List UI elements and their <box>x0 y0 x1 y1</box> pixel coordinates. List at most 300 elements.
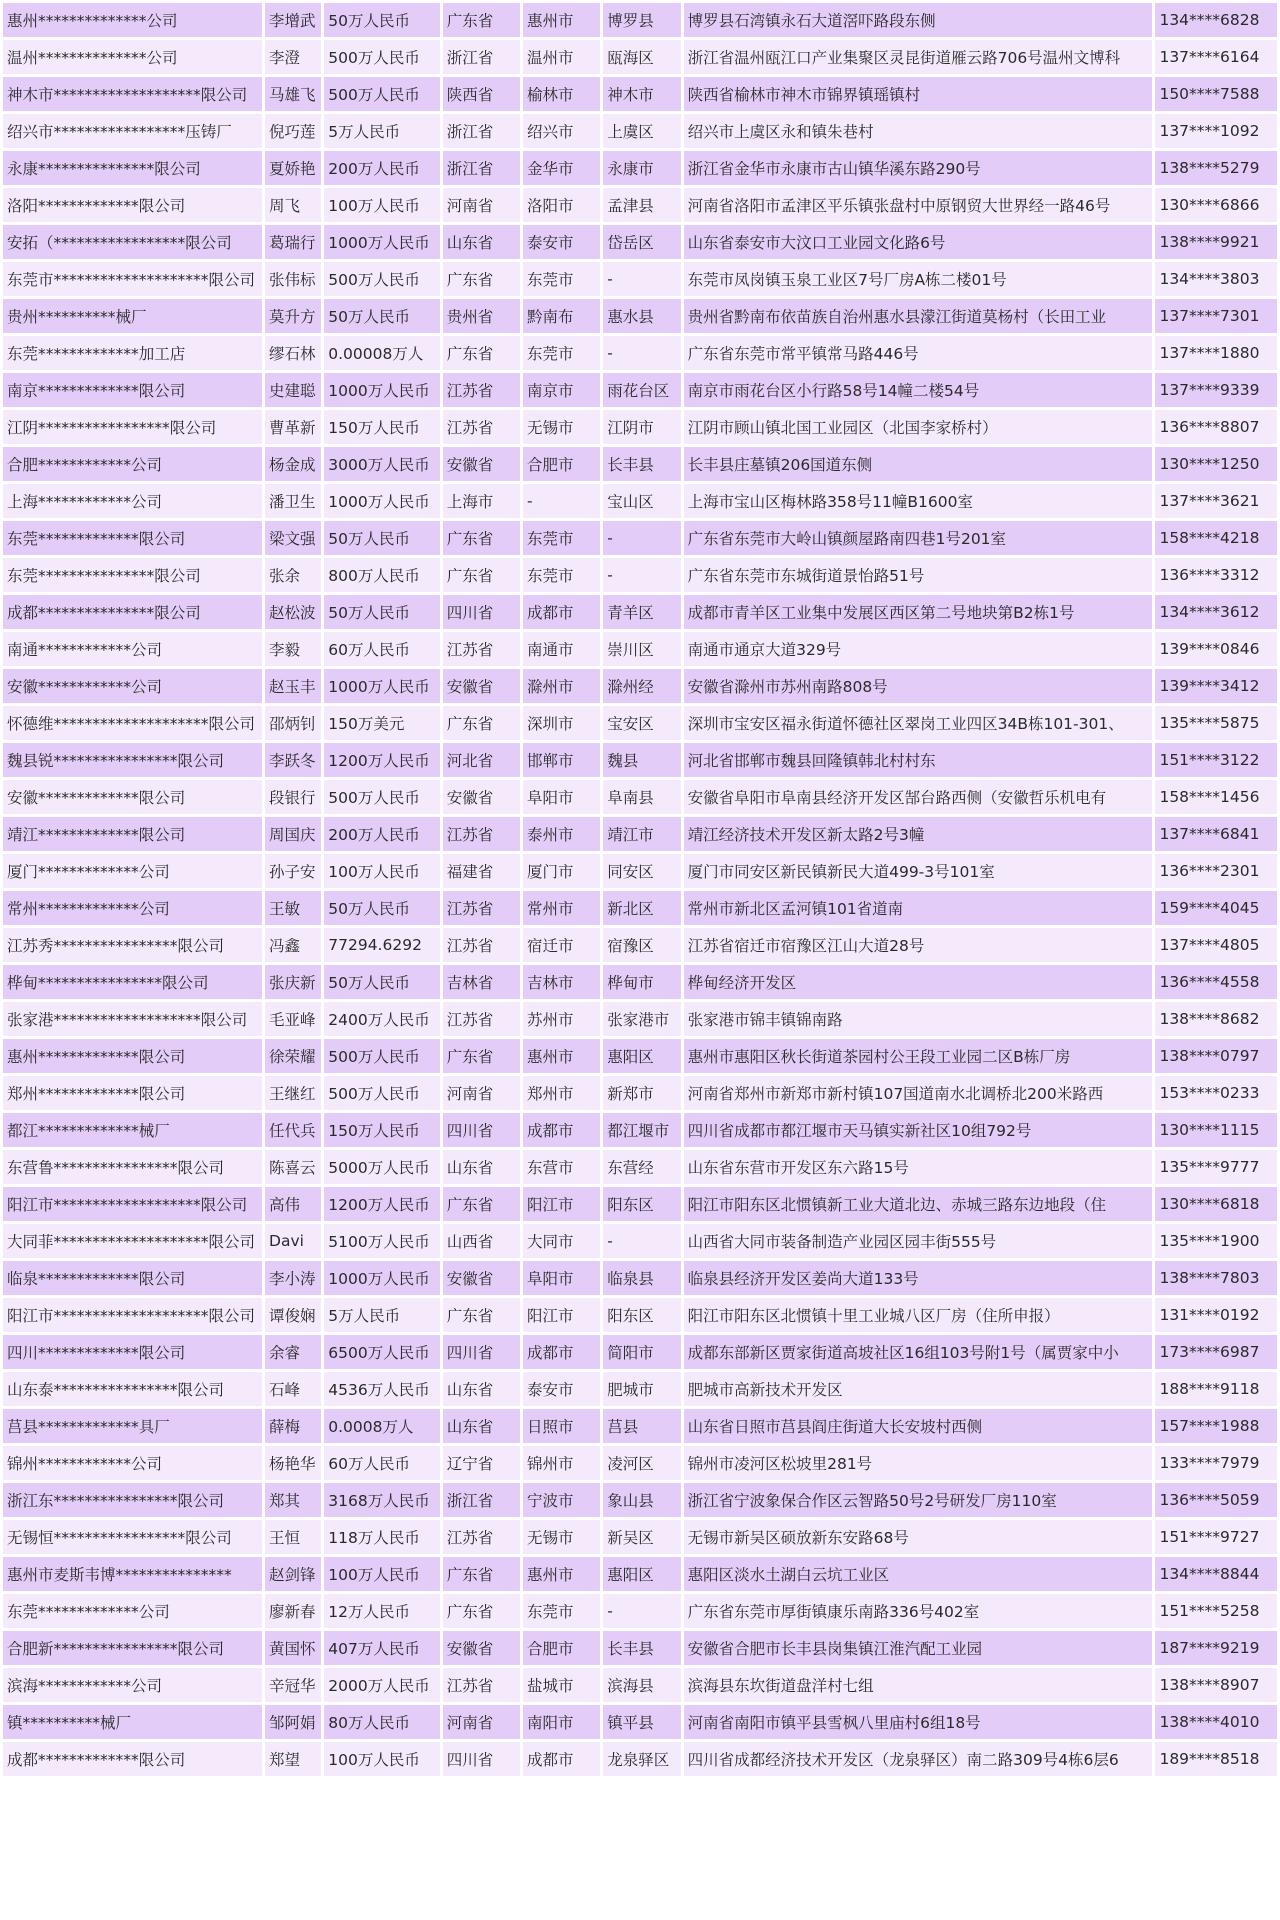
district-cell: 东营经 <box>603 1150 680 1184</box>
table-row <box>3 1446 1277 1480</box>
table-row <box>3 299 1277 333</box>
city-cell: 东莞市 <box>523 262 600 296</box>
address-cell: 浙江省宁波象保合作区云智路50号2号研发厂房110室 <box>684 1483 1153 1517</box>
contact-name-cell: 王继红 <box>265 1076 321 1110</box>
phone-cell: 135****9777 <box>1155 1150 1277 1184</box>
registered-capital-cell: 12万人民币 <box>324 1594 439 1628</box>
phone-cell: 138****9921 <box>1155 225 1277 259</box>
district-cell: 滨海县 <box>603 1668 680 1702</box>
address-cell: 长丰县庄墓镇206国道东侧 <box>684 447 1153 481</box>
company-name-cell: 东莞*************公司 <box>3 1594 262 1628</box>
company-name-cell: 永康***************限公司 <box>3 151 262 185</box>
table-row <box>3 1520 1277 1554</box>
city-cell: 温州市 <box>523 40 600 74</box>
registered-capital-cell: 50万人民币 <box>324 521 439 555</box>
contact-name-cell: 杨金成 <box>265 447 321 481</box>
company-name-cell: 温州**************公司 <box>3 40 262 74</box>
table-row <box>3 965 1277 999</box>
table-row <box>3 1742 1277 1776</box>
contact-name-cell: 薛梅 <box>265 1409 321 1443</box>
registered-capital-cell: 150万人民币 <box>324 410 439 444</box>
city-cell: 成都市 <box>523 1742 600 1776</box>
address-cell: 广东省东莞市常平镇常马路446号 <box>684 336 1153 370</box>
contact-name-cell: 李增武 <box>265 3 321 37</box>
district-cell: 上虞区 <box>603 114 680 148</box>
province-cell: 江苏省 <box>443 1668 520 1702</box>
phone-cell: 159****4045 <box>1155 891 1277 925</box>
contact-name-cell: 周飞 <box>265 188 321 222</box>
district-cell: 博罗县 <box>603 3 680 37</box>
company-name-cell: 南京*************限公司 <box>3 373 262 407</box>
city-cell: 南通市 <box>523 632 600 666</box>
registered-capital-cell: 50万人民币 <box>324 965 439 999</box>
contact-name-cell: 李毅 <box>265 632 321 666</box>
company-name-cell: 莒县*************具厂 <box>3 1409 262 1443</box>
phone-cell: 130****6866 <box>1155 188 1277 222</box>
address-cell: 浙江省金华市永康市古山镇华溪东路290号 <box>684 151 1153 185</box>
address-cell: 河南省郑州市新郑市新村镇107国道南水北调桥北200米路西 <box>684 1076 1153 1110</box>
province-cell: 浙江省 <box>443 114 520 148</box>
province-cell: 四川省 <box>443 595 520 629</box>
company-name-cell: 合肥************公司 <box>3 447 262 481</box>
phone-cell: 136****3312 <box>1155 558 1277 592</box>
table-row <box>3 114 1277 148</box>
address-cell: 江阴市顾山镇北国工业园区（北国李家桥村） <box>684 410 1153 444</box>
district-cell: 新北区 <box>603 891 680 925</box>
contact-name-cell: Davi <box>265 1224 321 1258</box>
district-cell: 龙泉驿区 <box>603 1742 680 1776</box>
district-cell: - <box>603 521 680 555</box>
phone-cell: 135****1900 <box>1155 1224 1277 1258</box>
company-name-cell: 绍兴市*****************压铸厂 <box>3 114 262 148</box>
province-cell: 安徽省 <box>443 447 520 481</box>
phone-cell: 138****8907 <box>1155 1668 1277 1702</box>
city-cell: 盐城市 <box>523 1668 600 1702</box>
district-cell: 崇川区 <box>603 632 680 666</box>
province-cell: 广东省 <box>443 262 520 296</box>
registered-capital-cell: 100万人民币 <box>324 1742 439 1776</box>
district-cell: 都江堰市 <box>603 1113 680 1147</box>
company-name-cell: 都江*************械厂 <box>3 1113 262 1147</box>
phone-cell: 136****2301 <box>1155 854 1277 888</box>
company-name-cell: 阳江市*******************限公司 <box>3 1187 262 1221</box>
contact-name-cell: 杨艳华 <box>265 1446 321 1480</box>
company-name-cell: 安徽************公司 <box>3 669 262 703</box>
address-cell: 陕西省榆林市神木市锦界镇瑶镇村 <box>684 77 1153 111</box>
district-cell: 凌河区 <box>603 1446 680 1480</box>
address-cell: 上海市宝山区梅林路358号11幢B1600室 <box>684 484 1153 518</box>
city-cell: 郑州市 <box>523 1076 600 1110</box>
phone-cell: 139****3412 <box>1155 669 1277 703</box>
contact-name-cell: 辛冠华 <box>265 1668 321 1702</box>
district-cell: 阜南县 <box>603 780 680 814</box>
phone-cell: 134****3612 <box>1155 595 1277 629</box>
phone-cell: 137****4805 <box>1155 928 1277 962</box>
province-cell: 江苏省 <box>443 373 520 407</box>
company-name-cell: 怀德维********************限公司 <box>3 706 262 740</box>
contact-name-cell: 孙子安 <box>265 854 321 888</box>
district-cell: 肥城市 <box>603 1372 680 1406</box>
city-cell: 阳江市 <box>523 1298 600 1332</box>
district-cell: 新郑市 <box>603 1076 680 1110</box>
phone-cell: 189****8518 <box>1155 1742 1277 1776</box>
registered-capital-cell: 5100万人民币 <box>324 1224 439 1258</box>
phone-cell: 151****9727 <box>1155 1520 1277 1554</box>
registered-capital-cell: 100万人民币 <box>324 188 439 222</box>
table-row <box>3 1705 1277 1739</box>
city-cell: - <box>523 484 600 518</box>
district-cell: - <box>603 1224 680 1258</box>
district-cell: 象山县 <box>603 1483 680 1517</box>
address-cell: 锦州市凌河区松坡里281号 <box>684 1446 1153 1480</box>
registered-capital-cell: 4536万人民币 <box>324 1372 439 1406</box>
company-name-cell: 安徽*************限公司 <box>3 780 262 814</box>
district-cell: 永康市 <box>603 151 680 185</box>
address-cell: 深圳市宝安区福永街道怀德社区翠岗工业四区34B栋101-301、 <box>684 706 1153 740</box>
contact-name-cell: 廖新春 <box>265 1594 321 1628</box>
district-cell: 滁州经 <box>603 669 680 703</box>
province-cell: 福建省 <box>443 854 520 888</box>
city-cell: 东莞市 <box>523 521 600 555</box>
district-cell: 神木市 <box>603 77 680 111</box>
phone-cell: 137****9339 <box>1155 373 1277 407</box>
table-row <box>3 928 1277 962</box>
province-cell: 山东省 <box>443 1150 520 1184</box>
registered-capital-cell: 118万人民币 <box>324 1520 439 1554</box>
district-cell: 江阴市 <box>603 410 680 444</box>
table-row <box>3 484 1277 518</box>
table-row <box>3 1261 1277 1295</box>
registered-capital-cell: 407万人民币 <box>324 1631 439 1665</box>
address-cell: 惠州市惠阳区秋长街道茶园村公王段工业园二区B栋厂房 <box>684 1039 1153 1073</box>
table-row <box>3 1335 1277 1369</box>
company-name-cell: 靖江*************限公司 <box>3 817 262 851</box>
registered-capital-cell: 50万人民币 <box>324 3 439 37</box>
address-cell: 安徽省滁州市苏州南路808号 <box>684 669 1153 703</box>
registered-capital-cell: 200万人民币 <box>324 817 439 851</box>
city-cell: 惠州市 <box>523 1557 600 1591</box>
province-cell: 广东省 <box>443 1187 520 1221</box>
contact-name-cell: 郑望 <box>265 1742 321 1776</box>
phone-cell: 157****1988 <box>1155 1409 1277 1443</box>
province-cell: 安徽省 <box>443 1261 520 1295</box>
city-cell: 成都市 <box>523 1113 600 1147</box>
contact-name-cell: 李小涛 <box>265 1261 321 1295</box>
district-cell: - <box>603 1594 680 1628</box>
phone-cell: 137****7301 <box>1155 299 1277 333</box>
city-cell: 成都市 <box>523 1335 600 1369</box>
phone-cell: 158****4218 <box>1155 521 1277 555</box>
table-row <box>3 817 1277 851</box>
contact-name-cell: 余睿 <box>265 1335 321 1369</box>
contact-name-cell: 陈喜云 <box>265 1150 321 1184</box>
phone-cell: 138****8682 <box>1155 1002 1277 1036</box>
district-cell: 宝安区 <box>603 706 680 740</box>
district-cell: 青羊区 <box>603 595 680 629</box>
table-row <box>3 3 1277 37</box>
table-row <box>3 1187 1277 1221</box>
registered-capital-cell: 500万人民币 <box>324 40 439 74</box>
table-row <box>3 447 1277 481</box>
company-name-cell: 魏县锐****************限公司 <box>3 743 262 777</box>
address-cell: 惠阳区淡水土湖白云坑工业区 <box>684 1557 1153 1591</box>
contact-name-cell: 潘卫生 <box>265 484 321 518</box>
table-row <box>3 1372 1277 1406</box>
city-cell: 阜阳市 <box>523 780 600 814</box>
province-cell: 河南省 <box>443 188 520 222</box>
city-cell: 泰安市 <box>523 1372 600 1406</box>
contact-name-cell: 郑其 <box>265 1483 321 1517</box>
registered-capital-cell: 500万人民币 <box>324 262 439 296</box>
phone-cell: 153****0233 <box>1155 1076 1277 1110</box>
city-cell: 泰安市 <box>523 225 600 259</box>
district-cell: 长丰县 <box>603 447 680 481</box>
contact-name-cell: 张庆新 <box>265 965 321 999</box>
address-cell: 绍兴市上虞区永和镇朱巷村 <box>684 114 1153 148</box>
table-row <box>3 77 1277 111</box>
address-cell: 江苏省宿迁市宿豫区江山大道28号 <box>684 928 1153 962</box>
city-cell: 东莞市 <box>523 1594 600 1628</box>
contact-name-cell: 段银行 <box>265 780 321 814</box>
company-name-cell: 大同菲********************限公司 <box>3 1224 262 1258</box>
contact-name-cell: 夏娇艳 <box>265 151 321 185</box>
province-cell: 江苏省 <box>443 817 520 851</box>
address-cell: 常州市新北区孟河镇101省道南 <box>684 891 1153 925</box>
province-cell: 江苏省 <box>443 891 520 925</box>
phone-cell: 136****5059 <box>1155 1483 1277 1517</box>
company-name-cell: 郑州*************限公司 <box>3 1076 262 1110</box>
contact-name-cell: 赵剑锋 <box>265 1557 321 1591</box>
registered-capital-cell: 1000万人民币 <box>324 669 439 703</box>
company-name-cell: 东莞*************限公司 <box>3 521 262 555</box>
phone-cell: 134****8844 <box>1155 1557 1277 1591</box>
company-name-cell: 东营鲁****************限公司 <box>3 1150 262 1184</box>
address-cell: 滨海县东坎街道盘洋村七组 <box>684 1668 1153 1702</box>
table-row <box>3 188 1277 222</box>
registered-capital-cell: 500万人民币 <box>324 1076 439 1110</box>
city-cell: 榆林市 <box>523 77 600 111</box>
city-cell: 合肥市 <box>523 447 600 481</box>
phone-cell: 134****6828 <box>1155 3 1277 37</box>
city-cell: 合肥市 <box>523 1631 600 1665</box>
contact-name-cell: 徐荣耀 <box>265 1039 321 1073</box>
address-cell: 临泉县经济开发区姜尚大道133号 <box>684 1261 1153 1295</box>
address-cell: 厦门市同安区新民镇新民大道499-3号101室 <box>684 854 1153 888</box>
district-cell: - <box>603 336 680 370</box>
phone-cell: 138****7803 <box>1155 1261 1277 1295</box>
company-name-cell: 惠州**************公司 <box>3 3 262 37</box>
table-row <box>3 1076 1277 1110</box>
registered-capital-cell: 50万人民币 <box>324 595 439 629</box>
province-cell: 河北省 <box>443 743 520 777</box>
city-cell: 深圳市 <box>523 706 600 740</box>
district-cell: 岱岳区 <box>603 225 680 259</box>
district-cell: 长丰县 <box>603 1631 680 1665</box>
contact-name-cell: 倪巧莲 <box>265 114 321 148</box>
address-cell: 山东省东营市开发区东六路15号 <box>684 1150 1153 1184</box>
registered-capital-cell: 3000万人民币 <box>324 447 439 481</box>
phone-cell: 135****5875 <box>1155 706 1277 740</box>
company-name-cell: 安拓（*****************限公司 <box>3 225 262 259</box>
registered-capital-cell: 500万人民币 <box>324 1039 439 1073</box>
district-cell: 阳东区 <box>603 1298 680 1332</box>
address-cell: 南通市通京大道329号 <box>684 632 1153 666</box>
company-name-cell: 四川*************限公司 <box>3 1335 262 1369</box>
address-cell: 山东省泰安市大汶口工业园文化路6号 <box>684 225 1153 259</box>
table-row <box>3 410 1277 444</box>
registered-capital-cell: 1000万人民币 <box>324 484 439 518</box>
table-row <box>3 706 1277 740</box>
table-row <box>3 1113 1277 1147</box>
city-cell: 无锡市 <box>523 1520 600 1554</box>
company-name-cell: 成都***************限公司 <box>3 595 262 629</box>
address-cell: 阳江市阳东区北惯镇十里工业城八区厂房（住所申报） <box>684 1298 1153 1332</box>
province-cell: 山东省 <box>443 1409 520 1443</box>
district-cell: 瓯海区 <box>603 40 680 74</box>
province-cell: 山东省 <box>443 225 520 259</box>
registered-capital-cell: 5万人民币 <box>324 1298 439 1332</box>
province-cell: 江苏省 <box>443 1520 520 1554</box>
address-cell: 贵州省黔南布依苗族自治州惠水县濛江街道莫杨村（长田工业 <box>684 299 1153 333</box>
province-cell: 四川省 <box>443 1742 520 1776</box>
contact-name-cell: 冯鑫 <box>265 928 321 962</box>
province-cell: 广东省 <box>443 706 520 740</box>
district-cell: 新吴区 <box>603 1520 680 1554</box>
registered-capital-cell: 800万人民币 <box>324 558 439 592</box>
contact-name-cell: 黄国怀 <box>265 1631 321 1665</box>
company-name-cell: 成都*************限公司 <box>3 1742 262 1776</box>
registered-capital-cell: 0.0008万人 <box>324 1409 439 1443</box>
table-row <box>3 632 1277 666</box>
province-cell: 四川省 <box>443 1113 520 1147</box>
province-cell: 江苏省 <box>443 928 520 962</box>
table-row <box>3 373 1277 407</box>
table-row <box>3 1039 1277 1073</box>
province-cell: 山东省 <box>443 1372 520 1406</box>
contact-name-cell: 缪石林 <box>265 336 321 370</box>
city-cell: 厦门市 <box>523 854 600 888</box>
company-name-cell: 惠州*************限公司 <box>3 1039 262 1073</box>
province-cell: 浙江省 <box>443 151 520 185</box>
company-name-cell: 合肥新****************限公司 <box>3 1631 262 1665</box>
registered-capital-cell: 100万人民币 <box>324 854 439 888</box>
province-cell: 辽宁省 <box>443 1446 520 1480</box>
contact-name-cell: 赵玉丰 <box>265 669 321 703</box>
province-cell: 广东省 <box>443 336 520 370</box>
table-row <box>3 1631 1277 1665</box>
registered-capital-cell: 150万人民币 <box>324 1113 439 1147</box>
contact-name-cell: 任代兵 <box>265 1113 321 1147</box>
phone-cell: 130****6818 <box>1155 1187 1277 1221</box>
contact-name-cell: 葛瑞行 <box>265 225 321 259</box>
city-cell: 阳江市 <box>523 1187 600 1221</box>
table-row <box>3 1409 1277 1443</box>
address-cell: 博罗县石湾镇永石大道滘吓路段东侧 <box>684 3 1153 37</box>
contact-name-cell: 邵炳钊 <box>265 706 321 740</box>
company-name-cell: 常州*************公司 <box>3 891 262 925</box>
phone-cell: 136****8807 <box>1155 410 1277 444</box>
company-name-cell: 滨海************公司 <box>3 1668 262 1702</box>
table-row <box>3 40 1277 74</box>
province-cell: 安徽省 <box>443 1631 520 1665</box>
district-cell: 临泉县 <box>603 1261 680 1295</box>
company-name-cell: 贵州**********械厂 <box>3 299 262 333</box>
table-row <box>3 1150 1277 1184</box>
company-name-cell: 阳江市********************限公司 <box>3 1298 262 1332</box>
address-cell: 浙江省温州瓯江口产业集聚区灵昆街道雁云路706号温州文博科 <box>684 40 1153 74</box>
phone-cell: 130****1115 <box>1155 1113 1277 1147</box>
phone-cell: 150****7588 <box>1155 77 1277 111</box>
district-cell: 孟津县 <box>603 188 680 222</box>
registered-capital-cell: 1000万人民币 <box>324 373 439 407</box>
registered-capital-cell: 5万人民币 <box>324 114 439 148</box>
address-cell: 四川省成都市都江堰市天马镇实新社区10组792号 <box>684 1113 1153 1147</box>
phone-cell: 137****6841 <box>1155 817 1277 851</box>
address-cell: 桦甸经济开发区 <box>684 965 1153 999</box>
contact-name-cell: 谭俊娴 <box>265 1298 321 1332</box>
address-cell: 张家港市锦丰镇锦南路 <box>684 1002 1153 1036</box>
district-cell: 阳东区 <box>603 1187 680 1221</box>
registered-capital-cell: 77294.6292 <box>324 928 439 962</box>
province-cell: 安徽省 <box>443 780 520 814</box>
city-cell: 黔南布 <box>523 299 600 333</box>
phone-cell: 131****0192 <box>1155 1298 1277 1332</box>
table-row <box>3 1557 1277 1591</box>
phone-cell: 138****5279 <box>1155 151 1277 185</box>
district-cell: 雨花台区 <box>603 373 680 407</box>
company-name-cell: 东莞市********************限公司 <box>3 262 262 296</box>
province-cell: 四川省 <box>443 1335 520 1369</box>
company-name-cell: 江苏秀****************限公司 <box>3 928 262 962</box>
company-name-cell: 惠州市麦斯韦博*************** <box>3 1557 262 1591</box>
address-cell: 南京市雨花台区小行路58号14幢二楼54号 <box>684 373 1153 407</box>
province-cell: 广东省 <box>443 558 520 592</box>
company-name-cell: 神木市*******************限公司 <box>3 77 262 111</box>
province-cell: 广东省 <box>443 1557 520 1591</box>
table-row <box>3 891 1277 925</box>
contact-name-cell: 邹阿娟 <box>265 1705 321 1739</box>
address-cell: 肥城市高新技术开发区 <box>684 1372 1153 1406</box>
contact-name-cell: 张余 <box>265 558 321 592</box>
address-cell: 河南省南阳市镇平县雪枫八里庙村6组18号 <box>684 1705 1153 1739</box>
city-cell: 绍兴市 <box>523 114 600 148</box>
contact-name-cell: 李澄 <box>265 40 321 74</box>
company-name-cell: 山东泰****************限公司 <box>3 1372 262 1406</box>
phone-cell: 137****1092 <box>1155 114 1277 148</box>
table-row <box>3 1594 1277 1628</box>
district-cell: - <box>603 262 680 296</box>
contact-name-cell: 莫升方 <box>265 299 321 333</box>
company-name-cell: 南通************公司 <box>3 632 262 666</box>
table-row <box>3 743 1277 777</box>
company-name-cell: 无锡恒*****************限公司 <box>3 1520 262 1554</box>
district-cell: 惠阳区 <box>603 1557 680 1591</box>
province-cell: 吉林省 <box>443 965 520 999</box>
registered-capital-cell: 500万人民币 <box>324 780 439 814</box>
company-name-cell: 东莞***************限公司 <box>3 558 262 592</box>
table-row <box>3 1298 1277 1332</box>
province-cell: 安徽省 <box>443 669 520 703</box>
address-cell: 东莞市凤岗镇玉泉工业区7号厂房A栋二楼01号 <box>684 262 1153 296</box>
registered-capital-cell: 50万人民币 <box>324 891 439 925</box>
province-cell: 浙江省 <box>443 1483 520 1517</box>
city-cell: 常州市 <box>523 891 600 925</box>
phone-cell: 151****5258 <box>1155 1594 1277 1628</box>
table-row <box>3 225 1277 259</box>
city-cell: 金华市 <box>523 151 600 185</box>
registered-capital-cell: 2400万人民币 <box>324 1002 439 1036</box>
phone-cell: 136****4558 <box>1155 965 1277 999</box>
